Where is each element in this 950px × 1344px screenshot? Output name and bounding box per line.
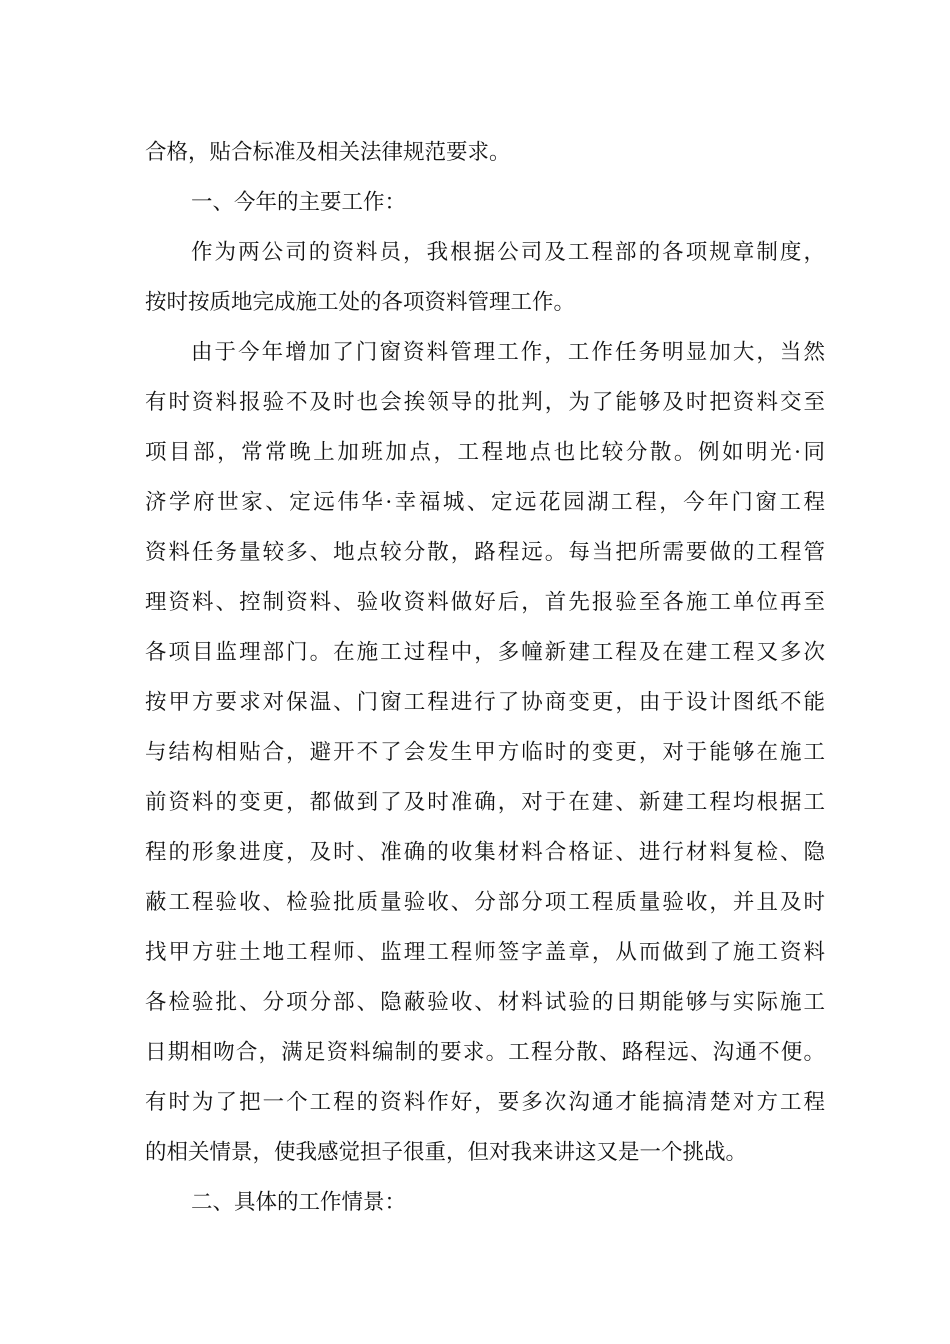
paragraph-line: 资料任务量较多、地点较分散，路程远。每当把所需要做的工程管	[145, 540, 825, 565]
paragraph-line: 济学府世家、定远伟华·幸福城、定远花园湖工程，今年门窗工程	[145, 490, 825, 515]
paragraph-line: 日期相吻合，满足资料编制的要求。工程分散、路程远、沟通不便。	[145, 1040, 825, 1065]
paragraph-line: 合格，贴合标准及相关法律规范要求。	[145, 140, 511, 165]
paragraph-line: 蔽工程验收、检验批质量验收、分部分项工程质量验收，并且及时	[145, 890, 825, 915]
paragraph-line: 项目部，常常晚上加班加点，工程地点也比较分散。例如明光·同	[145, 440, 825, 465]
paragraph-line: 按甲方要求对保温、门窗工程进行了协商变更，由于设计图纸不能	[145, 690, 825, 715]
paragraph-line: 理资料、控制资料、验收资料做好后，首先报验至各施工单位再至	[145, 590, 825, 615]
paragraph-line: 程的形象进度，及时、准确的收集材料合格证、进行材料复检、隐	[145, 840, 825, 865]
paragraph-line: 由于今年增加了门窗资料管理工作，工作任务明显加大，当然	[191, 340, 825, 365]
section-heading-main-work: 一、今年的主要工作：	[191, 190, 407, 215]
paragraph-line: 作为两公司的资料员，我根据公司及工程部的各项规章制度，	[191, 240, 825, 265]
paragraph-line: 各检验批、分项分部、隐蔽验收、材料试验的日期能够与实际施工	[145, 990, 825, 1015]
paragraph-line: 有时资料报验不及时也会挨领导的批判，为了能够及时把资料交至	[145, 390, 825, 415]
paragraph-line: 按时按质地完成施工处的各项资料管理工作。	[145, 290, 576, 315]
paragraph-line: 各项目监理部门。在施工过程中，多幢新建工程及在建工程又多次	[145, 640, 825, 665]
paragraph-line: 有时为了把一个工程的资料作好，要多次沟通才能搞清楚对方工程	[145, 1090, 825, 1115]
paragraph-line: 找甲方驻土地工程师、监理工程师签字盖章，从而做到了施工资料	[145, 940, 825, 965]
paragraph-line: 的相关情景，使我感觉担子很重，但对我来讲这又是一个挑战。	[145, 1140, 748, 1165]
paragraph-line: 与结构相贴合，避开不了会发生甲方临时的变更，对于能够在施工	[145, 740, 825, 765]
document-body	[145, 128, 825, 1228]
paragraph-line: 前资料的变更，都做到了及时准确，对于在建、新建工程均根据工	[145, 790, 825, 815]
section-heading-work-details: 二、具体的工作情景：	[191, 1190, 407, 1215]
